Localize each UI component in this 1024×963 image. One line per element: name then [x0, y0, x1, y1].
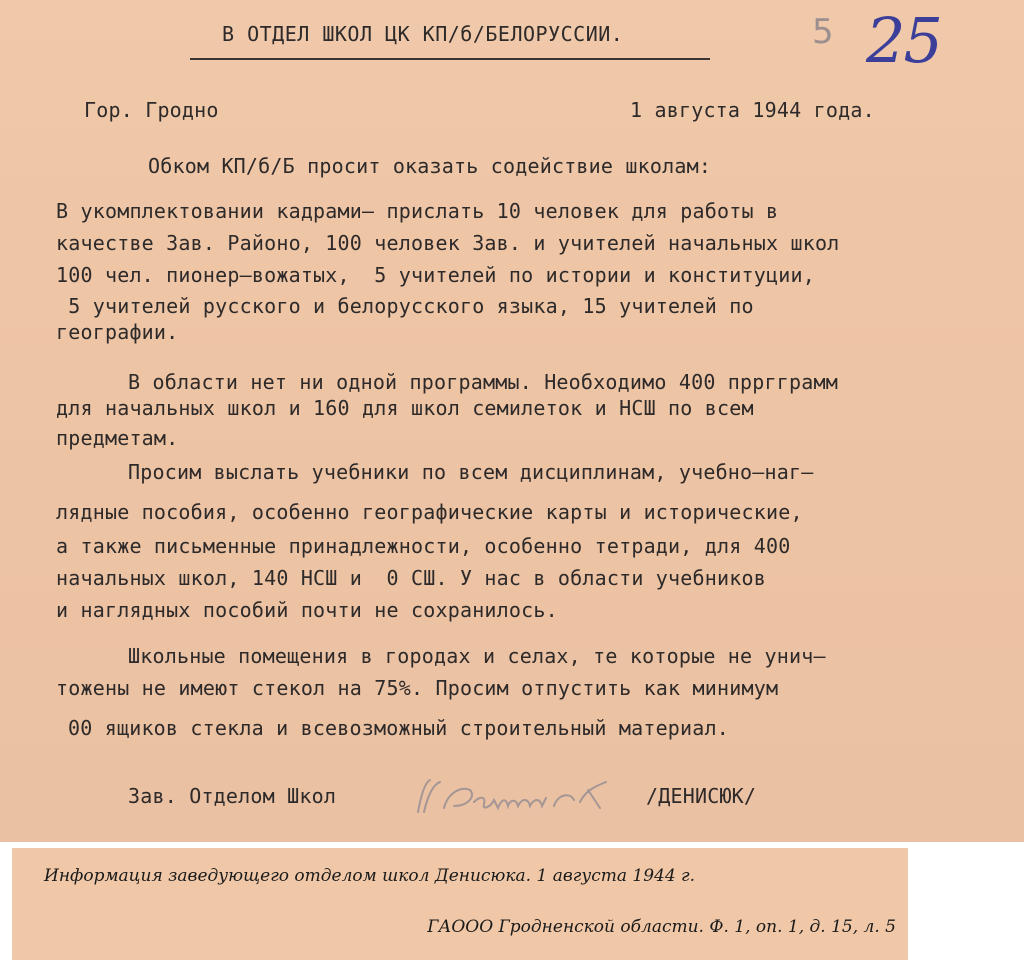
text-line: В укомплектовании кадрами– прислать 10 человек для работы в [56, 199, 779, 223]
date-line: 1 августа 1944 года. [630, 98, 875, 122]
text-line: для начальных школ и 160 для школ семилеток и НСШ по всем [56, 396, 754, 420]
text-line: 100 чел. пионер–вожатых, 5 учителей по истории и конституции, [56, 263, 815, 287]
handwritten-signature [410, 772, 620, 824]
pencil-page-number: 5 [812, 12, 834, 52]
text-line: В области нет ни одной программы. Необходимо 400 прргграмм [128, 370, 838, 394]
text-line: Просим выслать учебники по всем дисциплинам, учебно–наг– [128, 460, 814, 484]
text-line: качестве Зав. Районо, 100 человек Зав. и учителей начальных школ [56, 231, 840, 255]
text-line: Школьные помещения в городах и селах, те которые не унич– [128, 644, 826, 668]
intro-line: Обком КП/б/Б просит оказать содействие школам: [148, 154, 712, 178]
signature-role: Зав. Отделом Школ [128, 784, 337, 808]
text-line: географии. [56, 320, 179, 344]
caption-panel [12, 848, 908, 960]
caption-title: Информация заведующего отделом школ Денисюка. 1 августа 1944 г. [44, 866, 696, 886]
text-line: начальных школ, 140 НСШ и 0 СШ. У нас в области учебников [56, 566, 766, 590]
text-line: а также письменные принадлежности, особенно тетради, для 400 [56, 534, 791, 558]
text-line: лядные пособия, особенно географические карты и исторические, [56, 500, 803, 524]
text-line: и наглядных пособий почти не сохранилось. [56, 598, 558, 622]
text-line: тожены не имеют стекол на 75%. Просим отпустить как минимум [56, 676, 779, 700]
header-underline [190, 58, 710, 60]
signature-name: /ДЕНИСЮК/ [646, 784, 757, 808]
text-line: 5 учителей русского и белорусского языка, 15 учителей по [56, 294, 754, 318]
text-line: 00 ящиков стекла и всевозможный строительный материал. [68, 716, 730, 740]
document-header: В ОТДЕЛ ШКОЛ ЦК КП/б/БЕЛОРУССИИ. [222, 22, 624, 46]
text-line: предметам. [56, 426, 179, 450]
city-line: Гор. Гродно [84, 98, 219, 122]
ink-page-number: 25 [866, 4, 941, 77]
caption-source: ГАООО Гродненской области. Ф. 1, оп. 1, д. 15, л. 5 [427, 917, 896, 937]
